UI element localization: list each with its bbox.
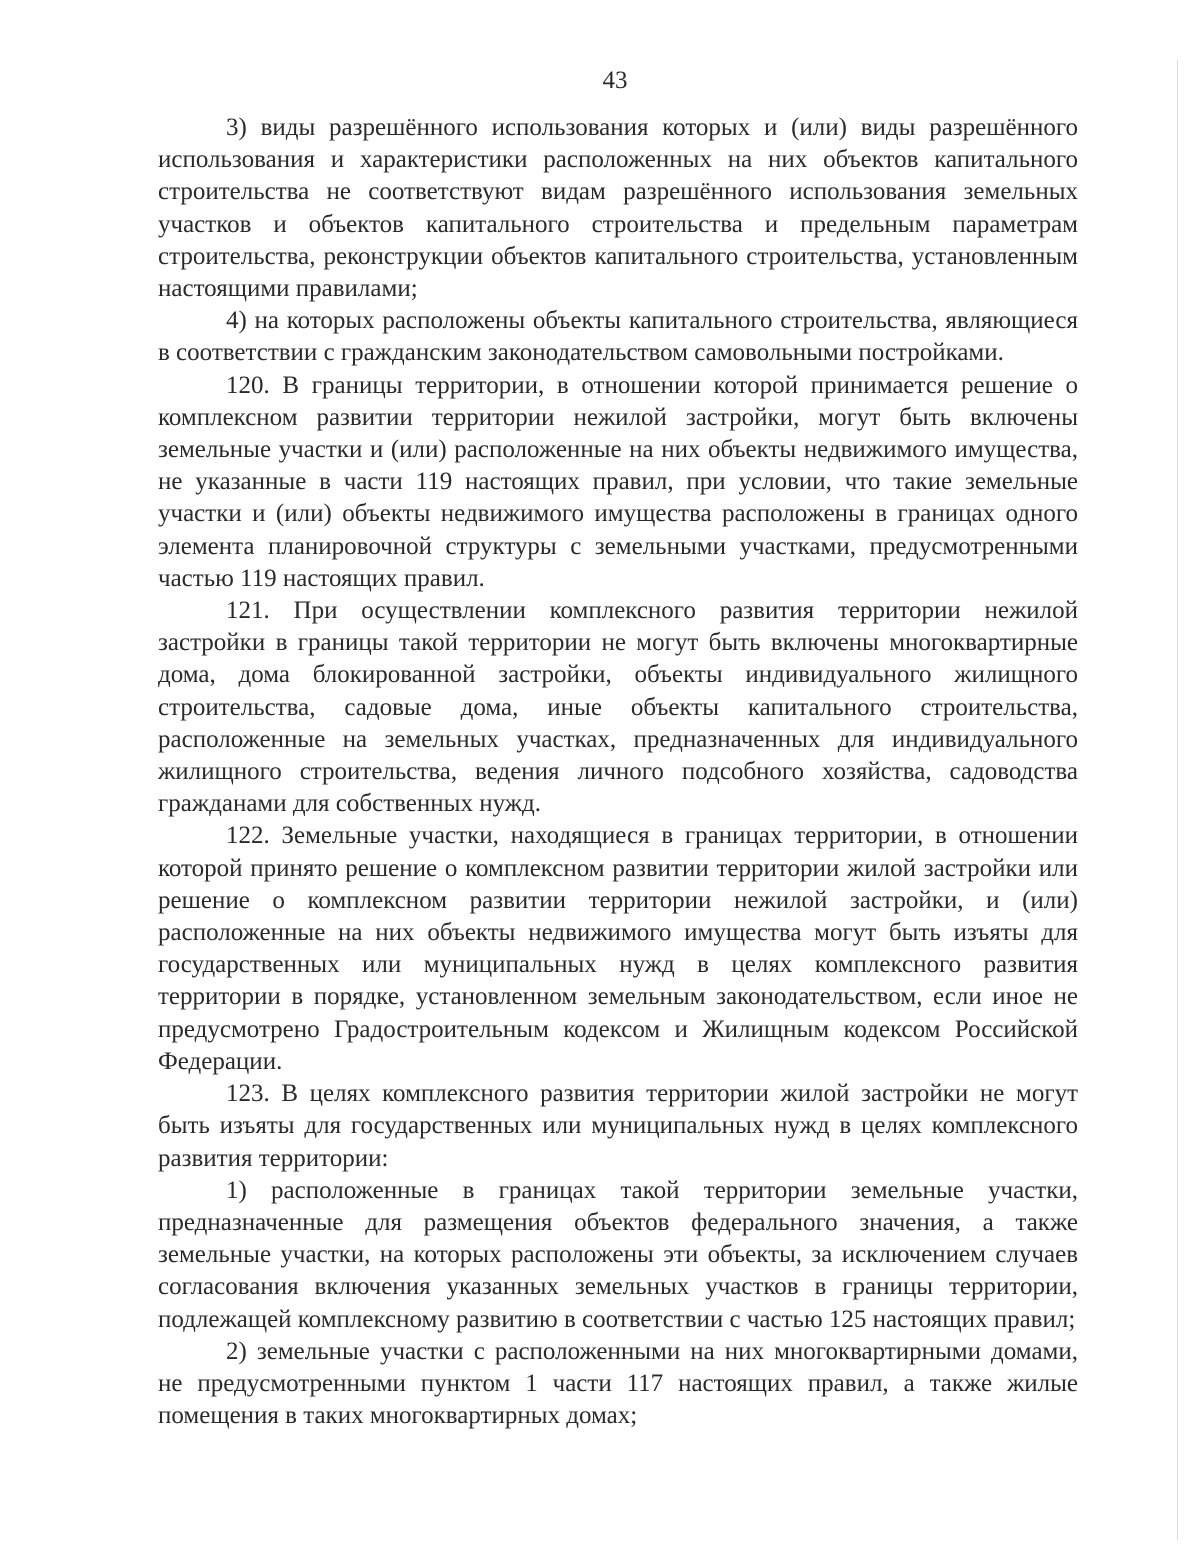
page-number: 43 (602, 67, 628, 94)
paragraph-123-item-2: 2) земельные участки с расположенными на них многоквартирными домами, не предусмотренными пунктом 1 части 117 настоящих правил, а также жилые помещения в таких многоквартирных домах; (158, 1337, 1078, 1430)
paragraph-121: 121. При осуществлении комплексного развития территории нежилой застройки в границы такой территории не могут быть включены многоквартирные дома, дома блокированной застройки, объекты индивидуального жилищного строительства, садовые дома, иные объекты капитального строительства, расположенные на земельных участках, предназначенных для индивидуального жилищного строительства, ведения личного подсобного хозяйства, садоводства гражданами для собственных нужд. (158, 597, 1078, 818)
document-body (158, 112, 1078, 1432)
paragraph-item-3: 3) виды разрешённого использования которых и (или) виды разрешённого использования и характеристики расположенных на них объектов капитального строительства не соответствуют видам разрешённого использования земельных участков и объектов капитального строительства и предельным параметрам строительства, реконструкции объектов капитального строительства, установленным настоящими правилами; (158, 114, 1078, 303)
paragraph-123-item-1: 1) расположенные в границах такой территории земельные участки, предназначенные для размещения объектов федерального значения, а также земельные участки, на которых расположены эти объекты, за исключением случаев согласования включения указанных земельных участков в границы территории, подлежащей комплексному развитию в соответствии с частью 125 настоящих правил; (158, 1176, 1078, 1333)
paragraph-123: 123. В целях комплексного развития территории жилой застройки не могут быть изъяты для государственных или муниципальных нужд в целях комплексного развития территории: (158, 1080, 1078, 1172)
scan-edge-line (1177, 60, 1178, 1540)
paragraph-item-4: 4) на которых расположены объекты капитального строительства, являющиеся в соответствии с гражданским законодательством самовольными постройками. (158, 307, 1078, 367)
paragraph-120: 120. В границы территории, в отношении которой принимается решение о комплексном развитии территории нежилой застройки, могут быть включены земельные участки и (или) расположенные на них объекты недвижимого имущества, не указанные в части 119 настоящих правил, при условии, что такие земельные участки и (или) объекты недвижимого имущества расположены в границах одного элемента планировочной структуры с земельными участками, предусмотренными частью 119 настоящих правил. (158, 371, 1078, 592)
paragraph-122: 122. Земельные участки, находящиеся в границах территории, в отношении которой принято решение о комплексном развитии территории жилой застройки или решение о комплексном развитии территории нежилой застройки, и (или) расположенные на них объекты недвижимого имущества могут быть изъяты для государственных или муниципальных нужд в целях комплексного развития территории в порядке, установленном земельным законодательством, если иное не предусмотрено Градостроительным кодексом и Жилищным кодексом Российской Федерации. (158, 822, 1078, 1075)
